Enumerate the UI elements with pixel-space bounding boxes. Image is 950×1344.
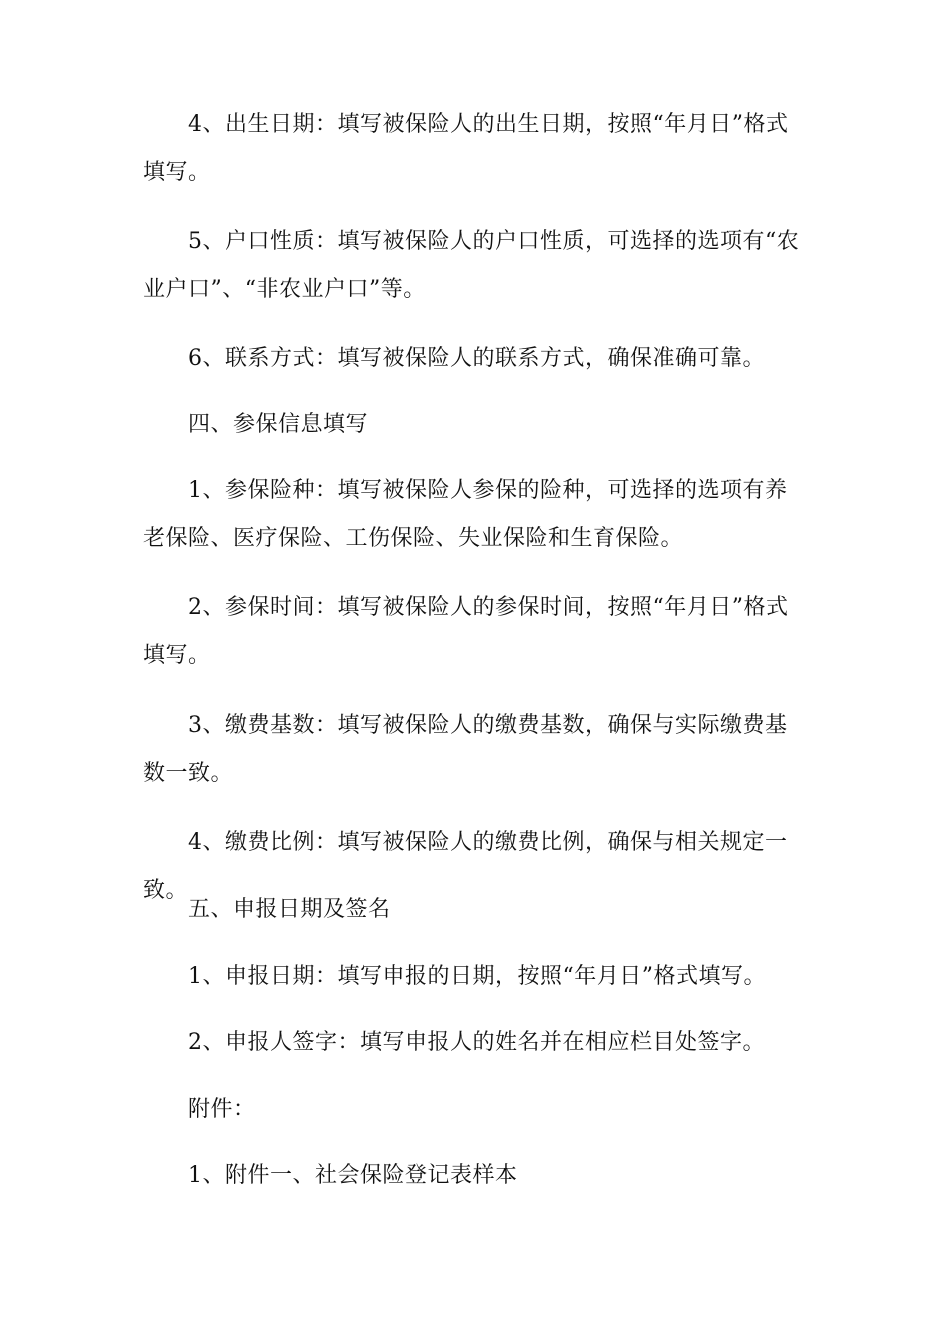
paragraph-signature: 2、申报人签字：填写申报人的姓名并在相应栏目处签字。 [188,1030,765,1055]
paragraph-insurance-type: 1、参保险种：填写被保险人参保的险种，可选择的选项有养老保险、医疗保险、工伤保险、失业保险和生育保险。 [143,478,788,551]
paragraph-household-type: 5、户口性质：填写被保险人的户口性质，可选择的选项有“农业户口”、“非农业户口”等。 [143,229,800,302]
section-heading-declaration: 五、申报日期及签名 [188,897,391,922]
paragraph-birth-date: 4、出生日期：填写被保险人的出生日期，按照“年月日”格式填写。 [143,112,789,185]
paragraph-declaration-date: 1、申报日期：填写申报的日期，按照“年月日”格式填写。 [188,964,766,989]
paragraph-payment-base: 3、缴费基数：填写被保险人的缴费基数，确保与实际缴费基数一致。 [143,713,788,786]
section-heading-insurance: 四、参保信息填写 [188,412,369,437]
paragraph-contact: 6、联系方式：填写被保险人的联系方式，确保准确可靠。 [188,346,765,371]
attachment-item: 1、附件一、社会保险登记表样本 [188,1163,518,1188]
attachments-heading: 附件： [188,1097,256,1122]
paragraph-payment-ratio: 4、缴费比例：填写被保险人的缴费比例，确保与相关规定一致。 [143,830,788,903]
paragraph-insurance-time: 2、参保时间：填写被保险人的参保时间，按照“年月日”格式填写。 [143,595,789,668]
